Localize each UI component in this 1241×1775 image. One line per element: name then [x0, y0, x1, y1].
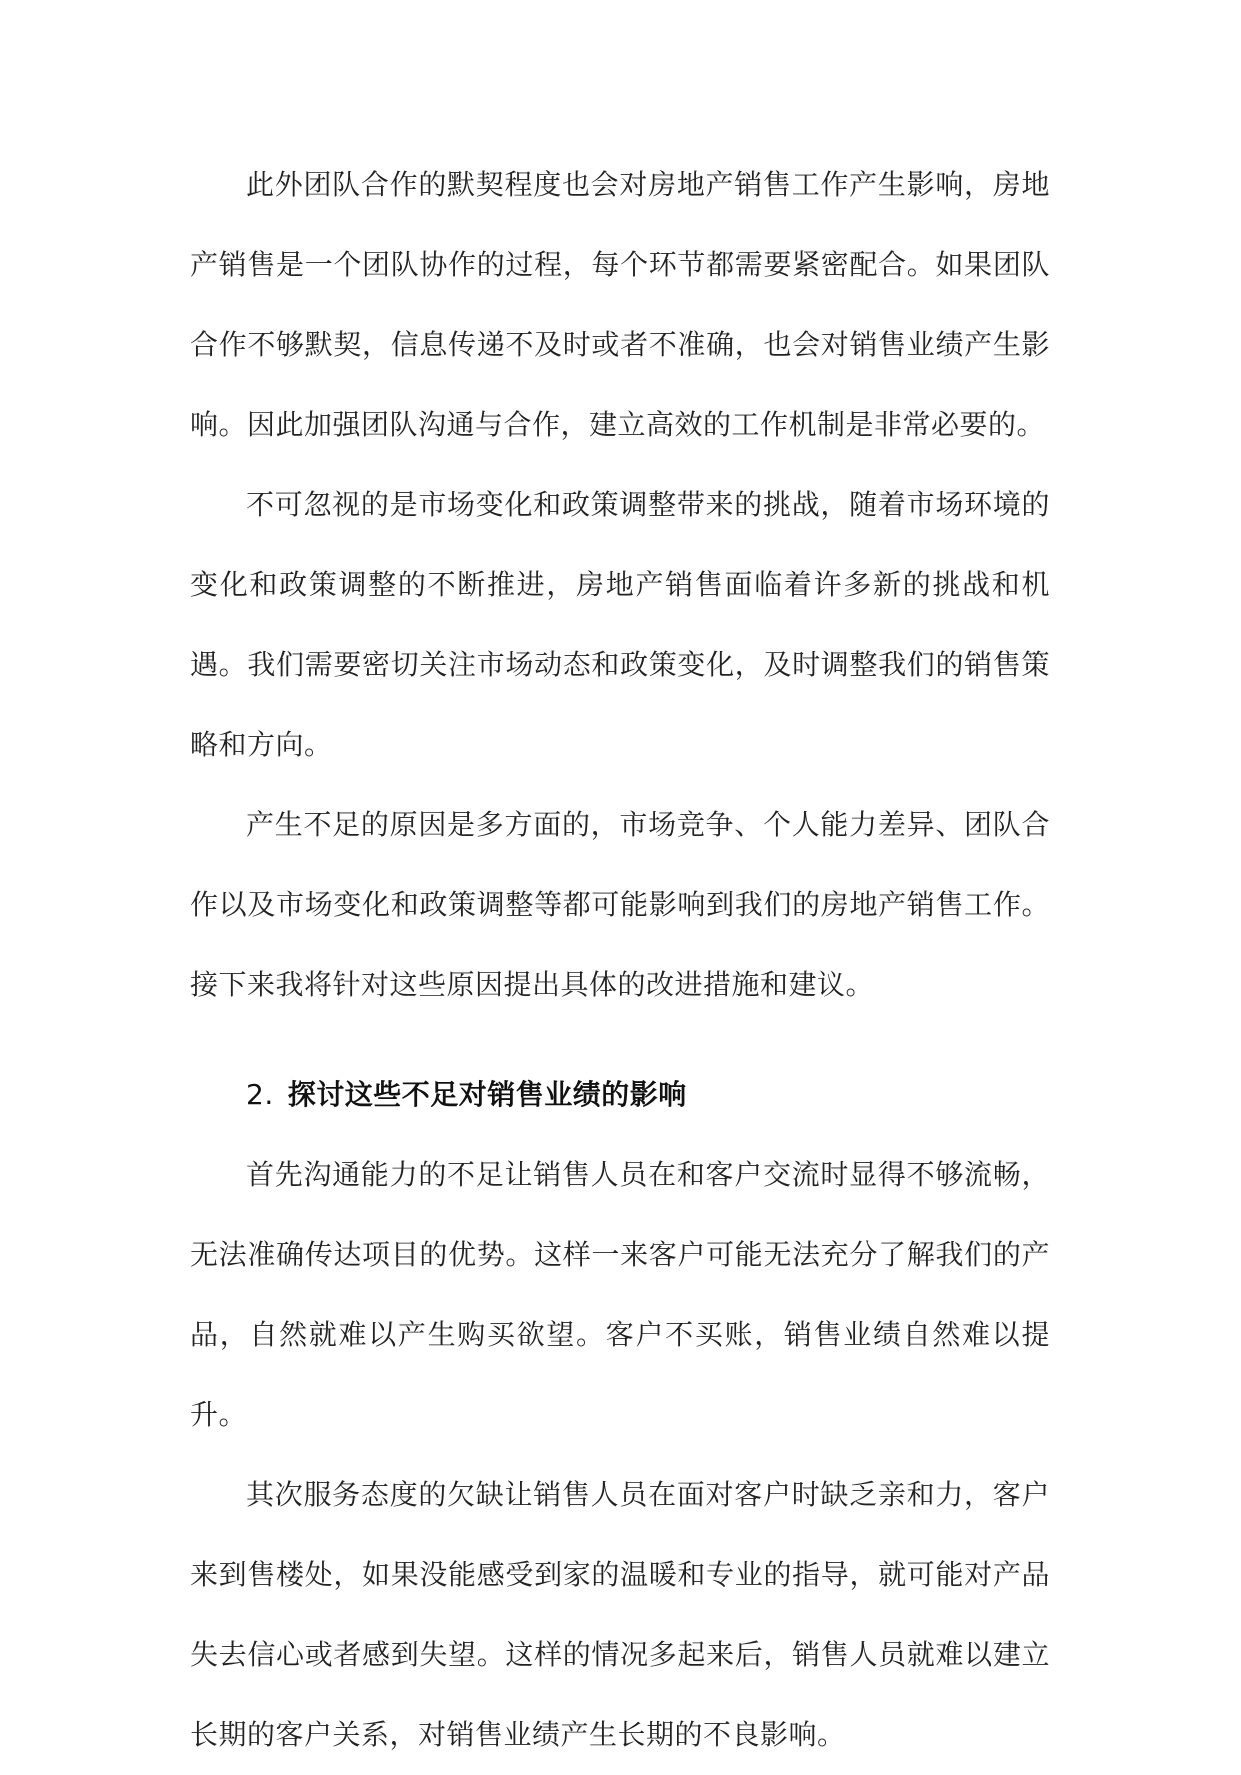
section-number: 2.: [246, 1078, 274, 1111]
paragraph-service-attitude: 其次服务态度的欠缺让销售人员在面对客户时缺乏亲和力，客户来到售楼处，如果没能感受到家的温暖和专业的指导，就可能对产品失去信心或者感到失望。这样的情况多起来后，销售人员就难以建立长期的客户关系，对销售业绩产生长期的不良影响。: [190, 1478, 1050, 1751]
paragraph-communication: 首先沟通能力的不足让销售人员在和客户交流时显得不够流畅，无法准确传达项目的优势。这样一来客户可能无法充分了解我们的产品，自然就难以产生购买欲望。客户不买账，销售业绩自然难以提升。: [190, 1158, 1050, 1431]
paragraph-causes-summary: 产生不足的原因是多方面的，市场竞争、个人能力差异、团队合作以及市场变化和政策调整等都可能影响到我们的房地产销售工作。接下来我将针对这些原因提出具体的改进措施和建议。: [190, 808, 1050, 1001]
document-body: [190, 145, 1050, 1775]
paragraph-market-policy: 不可忽视的是市场变化和政策调整带来的挑战，随着市场环境的变化和政策调整的不断推进，房地产销售面临着许多新的挑战和机遇。我们需要密切关注市场动态和政策变化，及时调整我们的销售策略和方向。: [190, 488, 1050, 761]
section-heading: [190, 1055, 1050, 1135]
paragraph-teamwork: 此外团队合作的默契程度也会对房地产销售工作产生影响，房地产销售是一个团队协作的过程，每个环节都需要紧密配合。如果团队合作不够默契，信息传递不及时或者不准确，也会对销售业绩产生影响。因此加强团队沟通与合作，建立高效的工作机制是非常必要的。: [190, 168, 1050, 441]
section-title: 探讨这些不足对销售业绩的影响: [287, 1078, 687, 1111]
